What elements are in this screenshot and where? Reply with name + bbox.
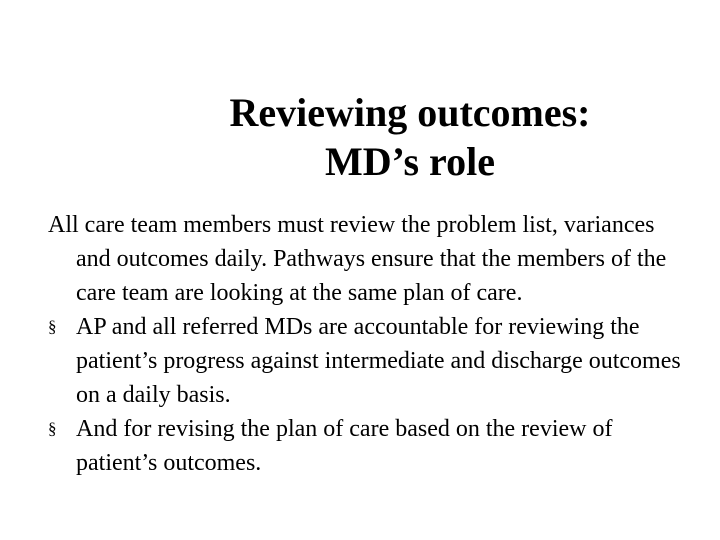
slide-title (110, 88, 710, 186)
title-line-2: MD’s role (325, 139, 495, 184)
bullet-marker-icon: § (48, 419, 57, 438)
title-line-1: Reviewing outcomes: (229, 90, 591, 135)
intro-paragraph: All care team members must review the problem list, variances and outcomes daily. Pathways ensure that the members of the care team are looking at the same plan of care. (48, 212, 667, 306)
bullet-text: And for revising the plan of care based on the review of patient’s outcomes. (76, 416, 613, 476)
slide-body (48, 208, 688, 480)
bullet-marker-icon: § (48, 317, 57, 336)
bullet-text: AP and all referred MDs are accountable for reviewing the patient’s progress against intermediate and discharge outcomes on a daily basis. (76, 314, 681, 408)
bullet-item (48, 310, 688, 412)
bullet-item (48, 412, 688, 480)
